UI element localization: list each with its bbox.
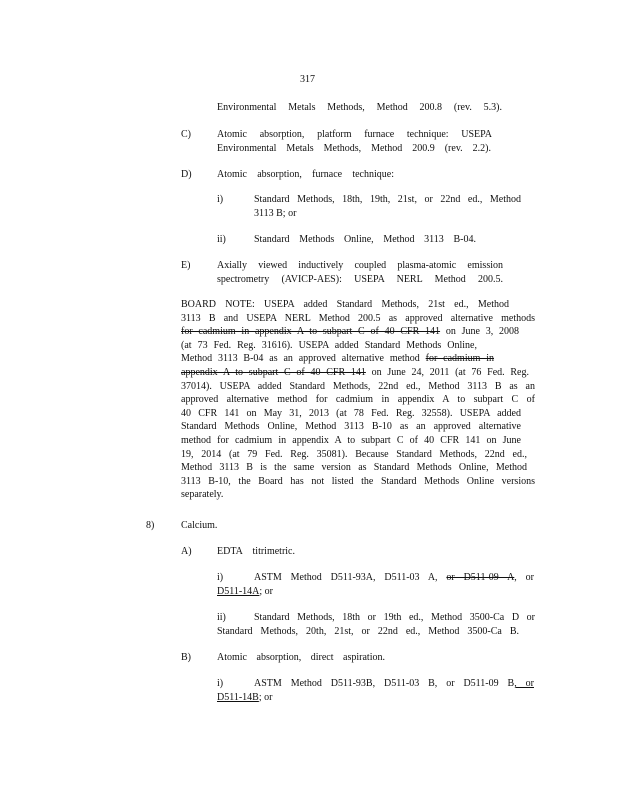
board-note-strike: for cadmium in bbox=[425, 353, 494, 365]
calcium-a-i-underline: D511-14A bbox=[217, 586, 260, 597]
calcium-b-text: Atomic absorption, direct aspiration. bbox=[217, 652, 385, 663]
item-d-label: D) bbox=[181, 169, 192, 180]
page-number: 317 bbox=[300, 74, 315, 85]
calcium-a-label: A) bbox=[181, 546, 192, 557]
calcium-a-i-line1 bbox=[254, 571, 534, 585]
item-b-continuation: Environmental Metals Methods, Method 200.8 (rev. 5.3). bbox=[217, 102, 502, 113]
calcium-b-i-label: i) bbox=[217, 678, 224, 689]
item-8-number: 8) bbox=[146, 520, 155, 531]
item-8-title: Calcium. bbox=[181, 520, 218, 531]
calcium-a-text: EDTA titrimetric. bbox=[217, 546, 295, 557]
board-note-line: BOARD NOTE: USEPA added Standard Methods, 21st ed., Method bbox=[181, 299, 509, 310]
calcium-a-i-line2 bbox=[217, 585, 273, 599]
item-e-line1: Axially viewed inductively coupled plasma-atomic emission bbox=[217, 260, 503, 271]
board-note-line: method for cadmium in appendix A to subpart C of 40 CFR 141 on June bbox=[181, 434, 521, 446]
item-d-ii-label: ii) bbox=[217, 234, 226, 245]
board-note-line: 37014). USEPA added Standard Methods, 22nd ed., Method 3113 B as an bbox=[181, 380, 535, 392]
calcium-a-i-text: , or bbox=[514, 572, 534, 583]
calcium-a-ii-line1: Standard Methods, 18th or 19th ed., Method 3500-Ca D or bbox=[254, 612, 535, 623]
board-note-line: 3113 B-10, the Board has not listed the Standard Methods Online versions bbox=[181, 475, 535, 487]
calcium-b-i-text: ; or bbox=[258, 692, 273, 703]
item-c-line2: Environmental Metals Methods, Method 200.9 (rev. 2.2). bbox=[217, 143, 491, 154]
calcium-a-i-text: ; or bbox=[259, 586, 274, 597]
calcium-b-i-underline: D511-14B bbox=[217, 692, 259, 703]
board-note-line: separately. bbox=[181, 489, 224, 501]
calcium-b-i-text: ASTM Method D511-93B, D511-03 B, or D511-09 B bbox=[254, 678, 515, 689]
item-d-i-line1: Standard Methods, 18th, 19th, 21st, or 22nd ed., Method bbox=[254, 194, 521, 205]
calcium-b-i-line1 bbox=[254, 677, 534, 691]
item-c-line1: Atomic absorption, platform furnace technique: USEPA bbox=[217, 129, 492, 140]
board-note-strike: appendix A to subpart C of 40 CFR 141 bbox=[181, 366, 366, 378]
board-note bbox=[181, 298, 535, 502]
item-e-label: E) bbox=[181, 260, 191, 271]
board-note-line: Standard Methods Online, Method 3113 B-10 as an approved alternative bbox=[181, 421, 521, 433]
board-note-line: Method 3113 B is the same version as Standard Methods Online, Method bbox=[181, 462, 527, 474]
board-note-line: 3113 B and USEPA NERL Method 200.5 as approved alternative methods bbox=[181, 312, 535, 324]
calcium-a-i-strike: or D511-09 A bbox=[446, 572, 515, 583]
board-note-text: on June 24, 2011 (at 76 Fed. Reg. bbox=[365, 366, 529, 378]
board-note-text: on June 3, 2008 bbox=[440, 326, 519, 338]
calcium-b-i-line2 bbox=[217, 691, 272, 705]
calcium-a-i-label: i) bbox=[217, 572, 224, 583]
item-d-i-label: i) bbox=[217, 194, 224, 205]
calcium-b-label: B) bbox=[181, 652, 191, 663]
item-d-text: Atomic absorption, furnace technique: bbox=[217, 169, 394, 180]
board-note-line bbox=[181, 366, 529, 380]
board-note-line: (at 73 Fed. Reg. 31616). USEPA added Standard Methods Online, bbox=[181, 339, 477, 351]
calcium-a-i-text: ASTM Method D511-93A, D511-03 A, bbox=[254, 572, 447, 583]
calcium-a-ii-label: ii) bbox=[217, 612, 226, 623]
item-d-ii-text: Standard Methods Online, Method 3113 B-04. bbox=[254, 234, 476, 245]
item-c-label: C) bbox=[181, 129, 191, 140]
board-note-line: approved alternative method for cadmium in appendix A to subpart C of bbox=[181, 394, 535, 406]
board-note-line: 19, 2014 (at 79 Fed. Reg. 35081). Because Standard Methods, 22nd ed., bbox=[181, 448, 527, 460]
board-note-text: Method 3113 B-04 as an approved alternative method bbox=[181, 353, 426, 365]
item-d-i-line2: 3113 B; or bbox=[254, 208, 297, 219]
board-note-line bbox=[181, 325, 519, 339]
board-note-line bbox=[181, 352, 494, 366]
item-e-line2: spectrometry (AVICP-AES): USEPA NERL Method 200.5. bbox=[217, 274, 503, 285]
calcium-a-ii-line2: Standard Methods, 20th, 21st, or 22nd ed., Method 3500-Ca B. bbox=[217, 626, 519, 637]
board-note-strike: for cadmium in appendix A to subpart C of 40 CFR 141 bbox=[181, 326, 441, 338]
board-note-line: 40 CFR 141 on May 31, 2013 (at 78 Fed. Reg. 32558). USEPA added bbox=[181, 407, 521, 419]
calcium-b-i-underline: , or bbox=[514, 678, 534, 689]
